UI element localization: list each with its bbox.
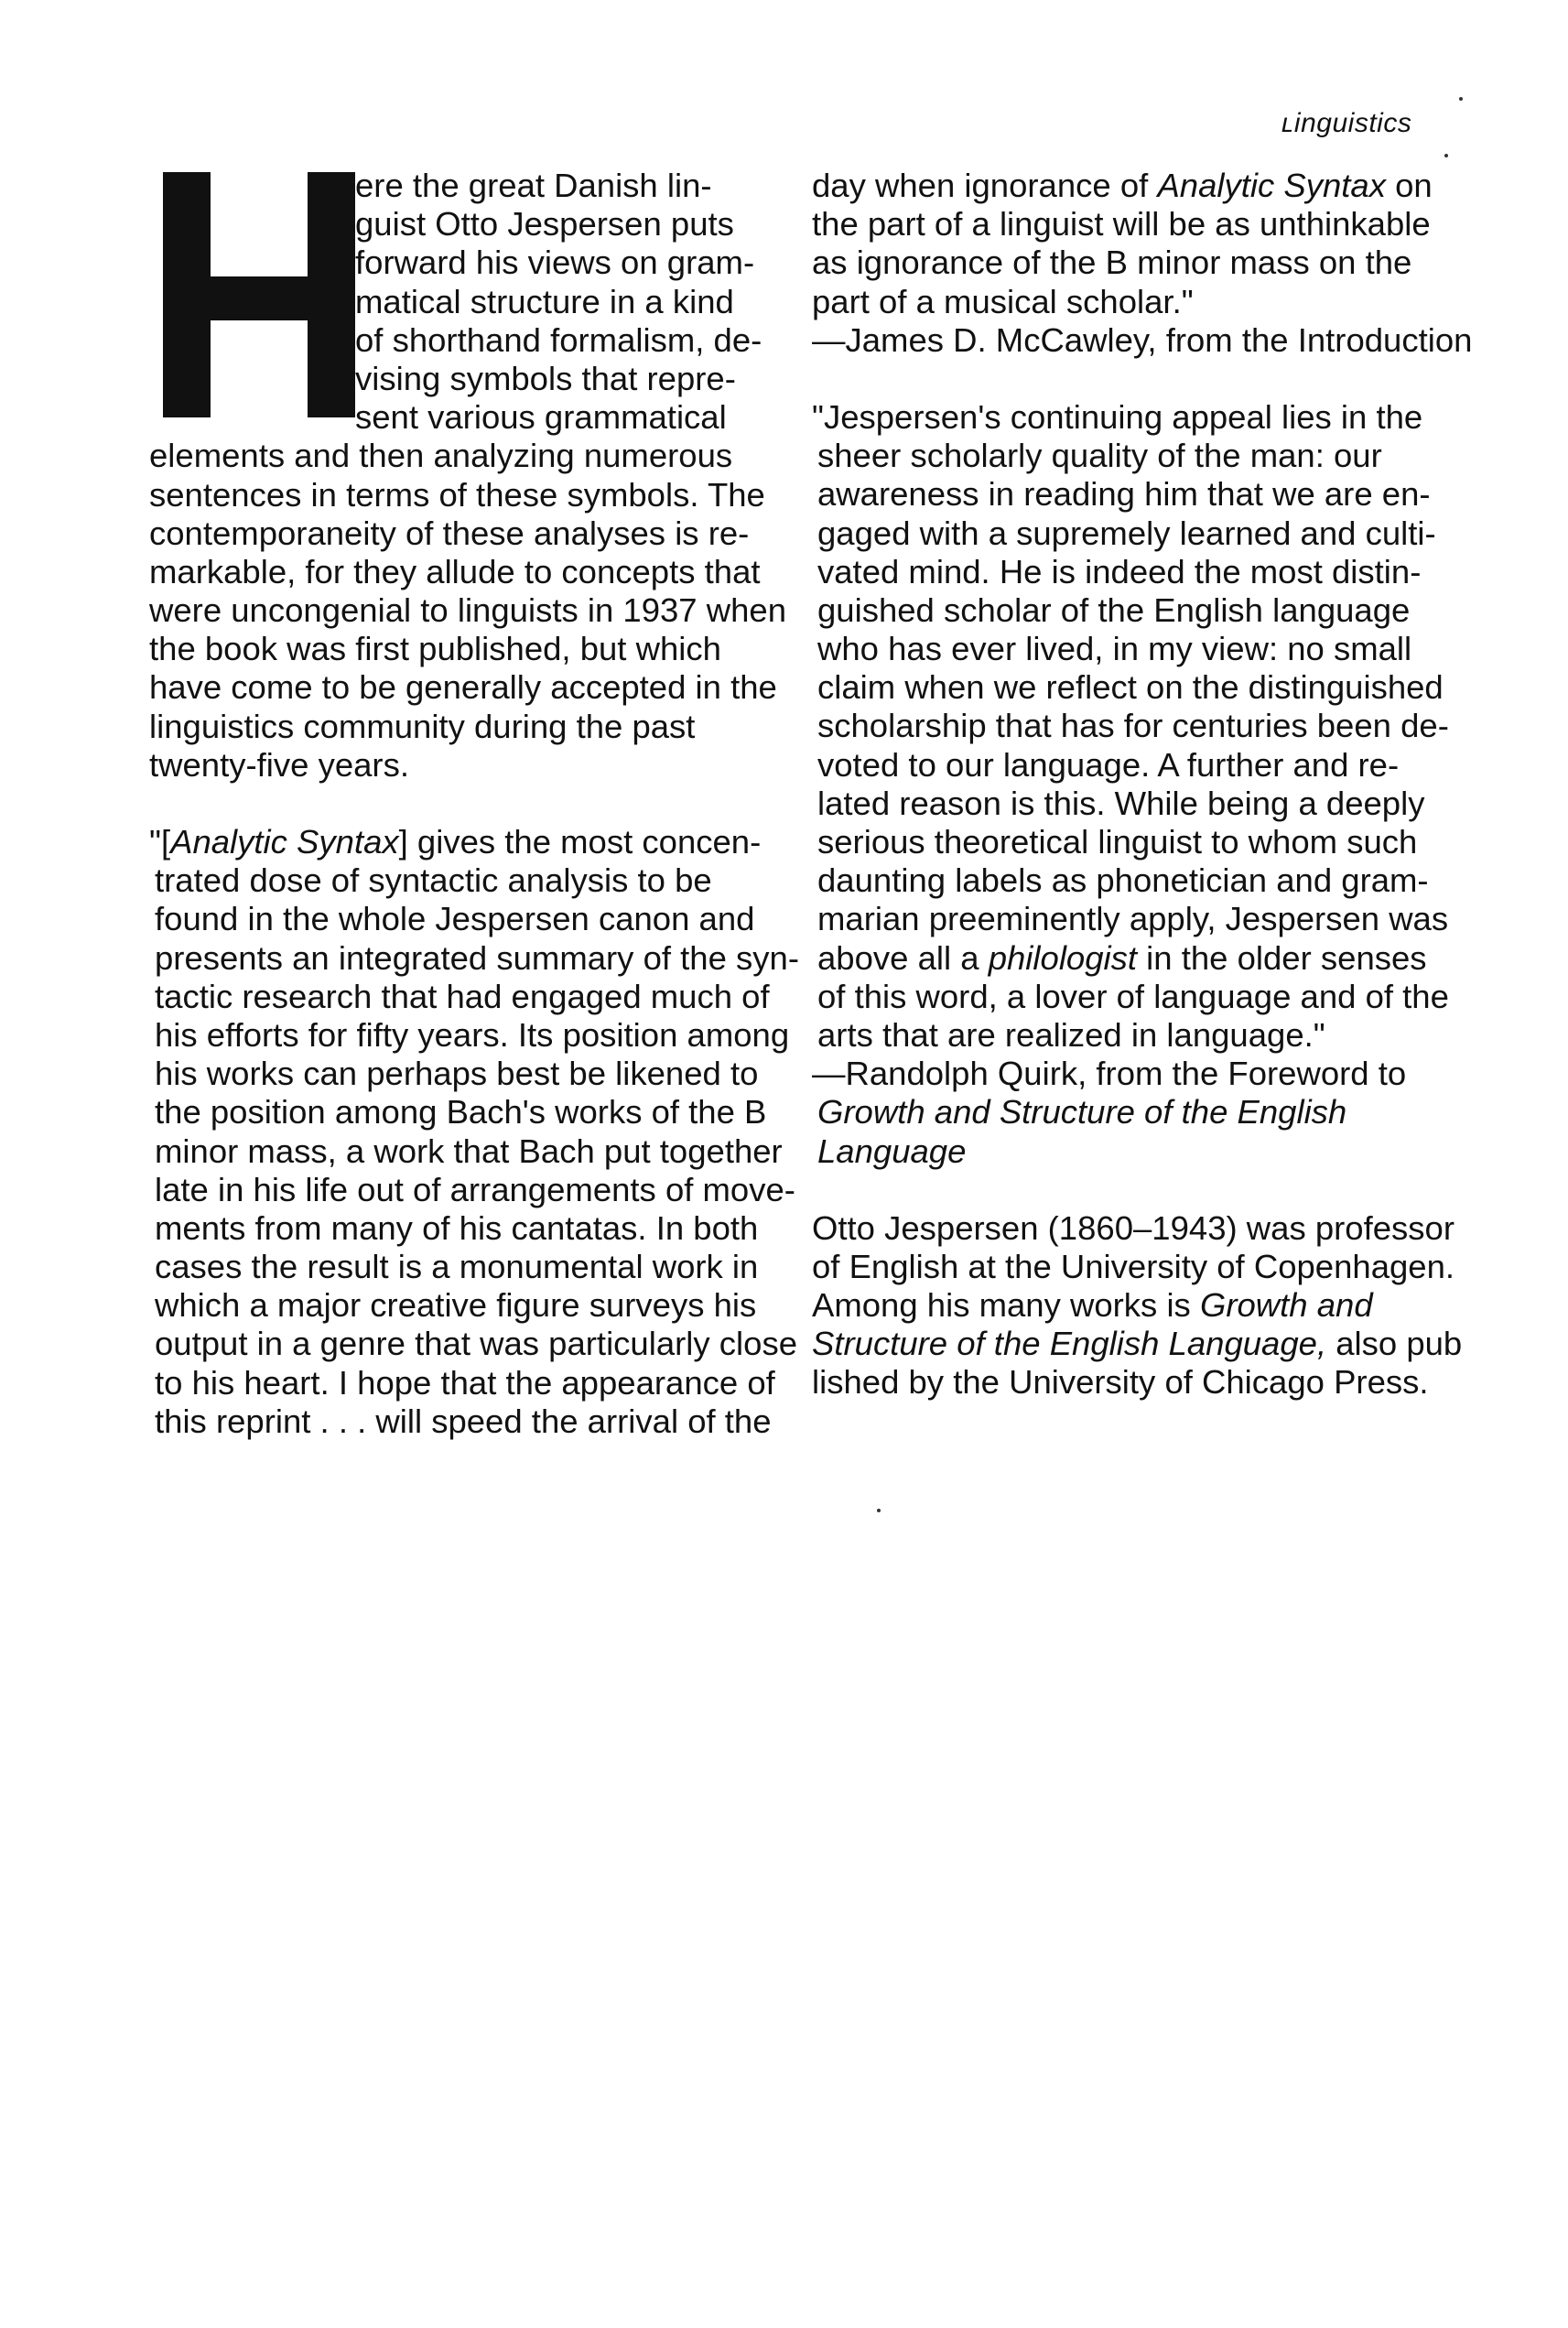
text-span: also pub — [1326, 1325, 1463, 1363]
text-line: tactic research that had engaged much of — [155, 977, 770, 1015]
text-line: serious theoretical linguist to whom such — [817, 823, 1418, 861]
text-line: of English at the University of Copenhagen. — [812, 1247, 1455, 1285]
text-line: elements and then analyzing numerous — [149, 437, 733, 475]
text-line: the position among Bach's works of the B — [155, 1093, 767, 1132]
text-line: were uncongenial to linguists in 1937 when — [149, 591, 786, 630]
author-bio — [812, 1208, 1463, 1402]
text-line — [812, 1325, 1463, 1363]
emphasis-word: philologist — [988, 938, 1138, 977]
text-line: guished scholar of the English language — [817, 590, 1411, 629]
text-line: guist Otto Jespersen puts — [355, 205, 734, 244]
text-line: scholarship that has for centuries been de- — [817, 707, 1449, 745]
paragraph-gap — [812, 360, 1453, 398]
text-line: voted to our language. A further and re- — [817, 745, 1400, 784]
text-span: ] gives the most concen- — [398, 823, 762, 861]
text-line: his efforts for fifty years. Its position among — [155, 1015, 790, 1054]
text-line: the part of a linguist will be as unthinkable — [812, 205, 1431, 244]
text-span: in the older senses — [1137, 938, 1427, 977]
text-line: trated dose of syntactic analysis to be — [155, 861, 712, 900]
text-line — [812, 1286, 1453, 1325]
text-line: sheer scholarly quality of the man: our — [817, 437, 1382, 475]
text-line: ments from many of his cantatas. In both — [155, 1208, 759, 1247]
text-line: of this word, a lover of language and of the — [817, 977, 1449, 1015]
text-line: gaged with a supremely learned and culti- — [817, 514, 1436, 552]
text-line: of shorthand formalism, de- — [355, 320, 762, 359]
text-line: vated mind. He is indeed the most distin- — [817, 552, 1422, 590]
text-line — [149, 823, 772, 861]
left-column — [149, 167, 799, 1441]
mccawley-attribution: —James D. McCawley, from the Introduction — [812, 320, 1473, 359]
text-line: Otto Jespersen (1860–1943) was professor — [812, 1208, 1455, 1247]
text-line: to his heart. I hope that the appearance of — [155, 1363, 775, 1402]
text-line: as ignorance of the B minor mass on the — [812, 244, 1412, 282]
text-span: "[ — [149, 823, 171, 861]
mccawley-quote — [149, 823, 799, 1441]
text-line: the book was first published, but which — [149, 630, 721, 668]
book-title: Language — [817, 1132, 967, 1170]
book-title: Analytic Syntax — [170, 823, 399, 861]
text-line: claim when we reflect on the distinguished — [817, 668, 1444, 707]
text-line: this reprint . . . will speed the arrival of the — [155, 1402, 772, 1440]
text-span: above all a — [817, 938, 989, 977]
text-line: which a major creative figure surveys his — [155, 1286, 757, 1325]
source-title-line — [812, 1093, 1453, 1132]
text-line: forward his views on gram- — [355, 244, 755, 282]
text-line: ere the great Danish lin- — [355, 167, 712, 204]
text-line: awareness in reading him that we are en- — [817, 475, 1431, 514]
source-title-line — [812, 1132, 1453, 1171]
running-head: ʟinguistics — [1281, 108, 1412, 138]
text-line: have come to be generally accepted in the — [149, 668, 777, 707]
text-line: vising symbols that repre- — [355, 359, 736, 397]
text-line: twenty-five years. — [149, 745, 409, 784]
text-line: output in a genre that was particularly close — [155, 1325, 798, 1363]
text-line: found in the whole Jespersen canon and — [155, 900, 755, 938]
text-line: his works can perhaps best be likened to — [155, 1055, 759, 1093]
text-span: day when ignorance of — [812, 167, 1158, 204]
text-line: minor mass, a work that Bach put together — [155, 1132, 783, 1170]
text-line: matical structure in a kind — [355, 282, 734, 320]
right-column — [812, 167, 1473, 1402]
text-line: sent various grammatical — [355, 398, 727, 437]
text-line: lated reason is this. While being a deeply — [817, 784, 1425, 822]
text-line — [812, 167, 1453, 205]
paragraph-gap — [149, 785, 772, 823]
book-title: Growth and Structure of the English — [817, 1093, 1347, 1132]
text-line: linguistics community during the past — [149, 707, 696, 745]
text-line: daunting labels as phonetician and gram- — [817, 861, 1429, 900]
text-line: late in his life out of arrangements of move- — [155, 1170, 795, 1208]
text-line — [812, 939, 1453, 978]
scan-speck — [1459, 97, 1463, 101]
text-line: markable, for they allude to concepts that — [149, 552, 761, 590]
text-line: who has ever lived, in my view: no small — [817, 630, 1412, 668]
text-span: on — [1385, 167, 1433, 204]
mccawley-quote-continued — [812, 167, 1473, 360]
text-line: lished by the University of Chicago Press. — [812, 1363, 1429, 1402]
text-span: Among his many works is — [812, 1286, 1200, 1325]
text-line: sentences in terms of these symbols. The — [149, 475, 765, 514]
text-line: "Jespersen's continuing appeal lies in the — [812, 397, 1423, 436]
quirk-attribution: —Randolph Quirk, from the Foreword to — [812, 1055, 1407, 1093]
book-title: Growth and — [1199, 1286, 1373, 1325]
scan-speck — [877, 1509, 881, 1512]
text-line: cases the result is a monumental work in — [155, 1248, 759, 1286]
text-line: marian preeminently apply, Jespersen was — [817, 900, 1449, 938]
book-title: Structure of the English Language, — [812, 1325, 1327, 1363]
text-line: part of a musical scholar." — [812, 282, 1194, 320]
scan-speck — [1444, 154, 1448, 157]
intro-paragraph — [149, 167, 786, 785]
text-line: arts that are realized in language." — [817, 1015, 1325, 1054]
quirk-quote — [812, 398, 1453, 1171]
book-title: Analytic Syntax — [1157, 167, 1386, 204]
paragraph-gap — [812, 1171, 1453, 1209]
text-line: contemporaneity of these analyses is re- — [149, 514, 750, 552]
text-line: presents an integrated summary of the syn- — [155, 938, 799, 977]
